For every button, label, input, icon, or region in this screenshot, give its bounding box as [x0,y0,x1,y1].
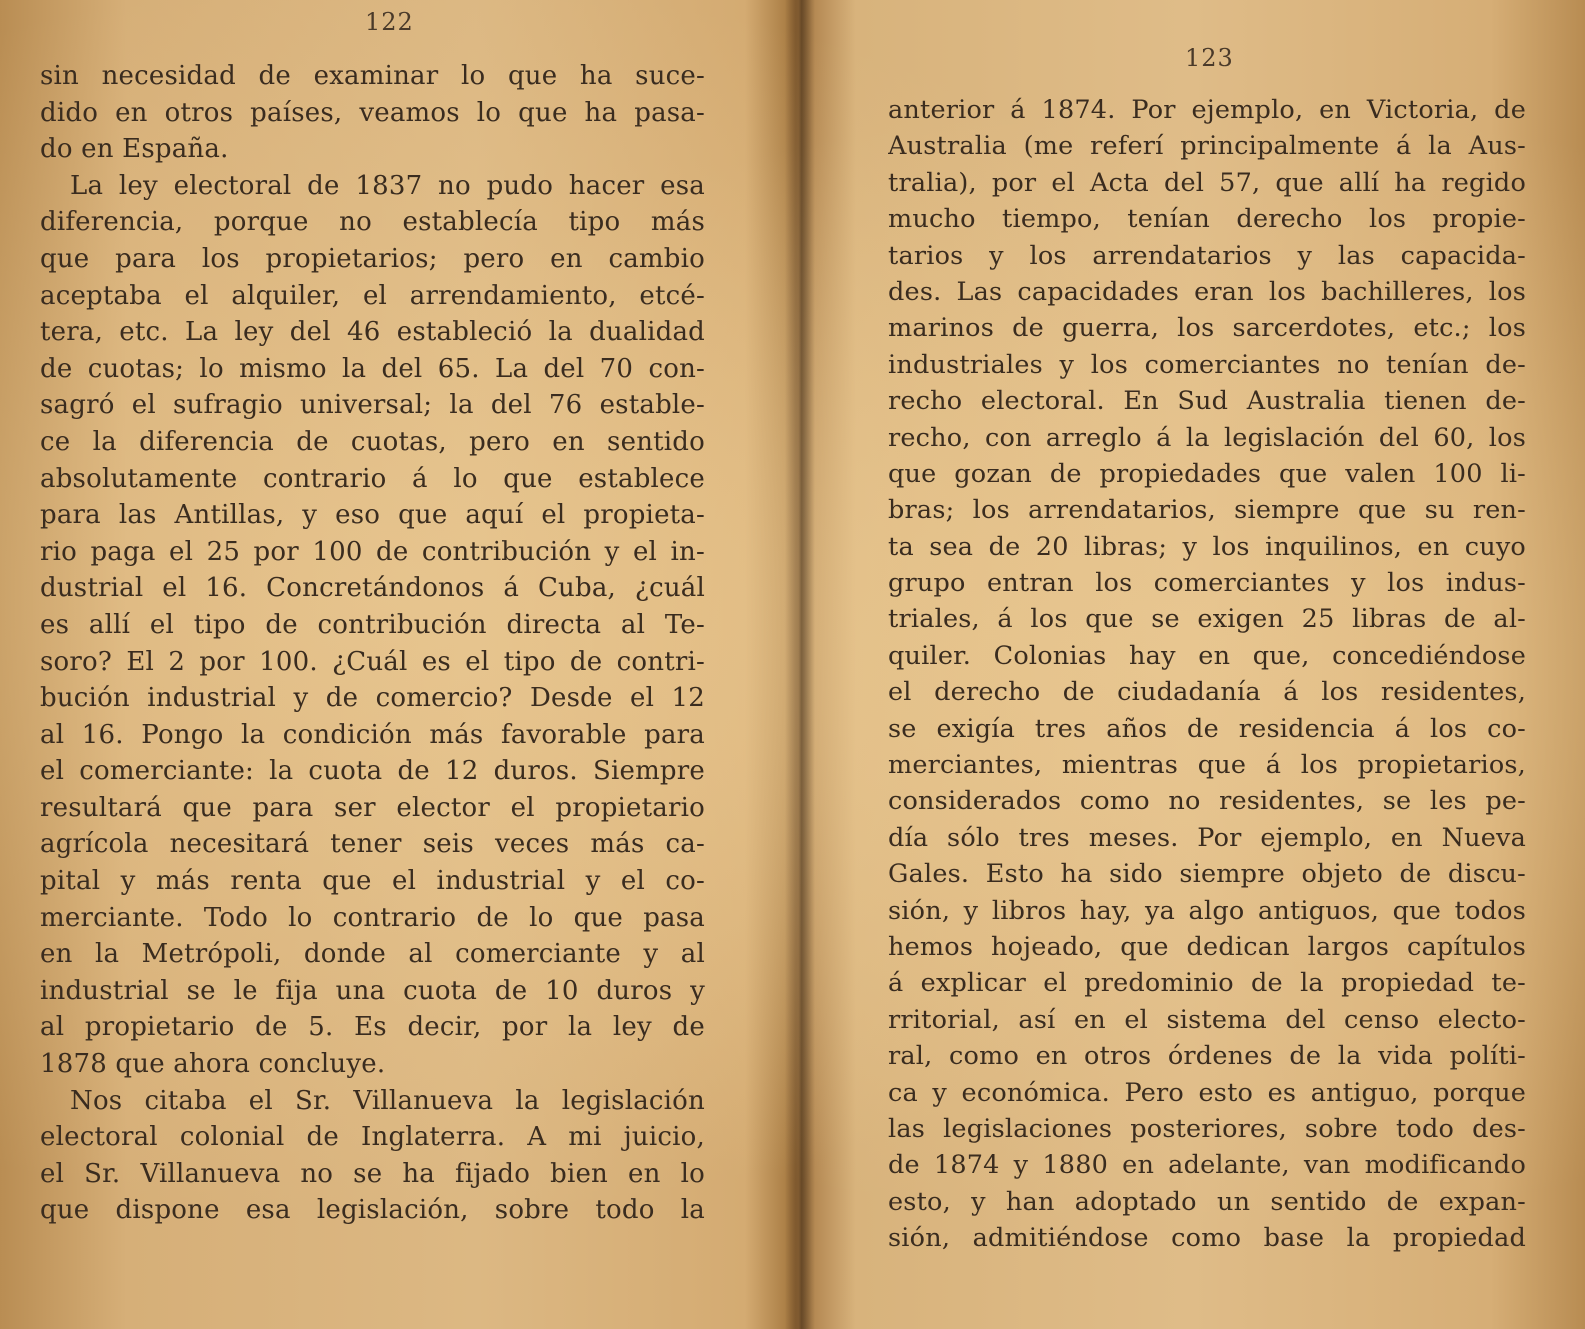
text-line: que gozan de propiedades que valen 100 li- [888,458,1526,489]
text-line: dido en otros países, veamos lo que ha pasa- [40,97,705,128]
text-line: industriales y los comerciantes no tenían de- [888,349,1526,380]
text-line: ca y económica. Pero esto es antiguo, porque [888,1077,1526,1108]
text-line: industrial se le fija una cuota de 10 duros y [40,975,705,1006]
text-line: se exigía tres años de residencia á los co- [888,713,1526,744]
book-gutter [785,0,815,1329]
text-line: considerados como no residentes, se les pe- [888,786,1526,817]
text-line: ce la diferencia de cuotas, pero en sentido [40,426,705,457]
page-number-right: 123 [1185,44,1234,72]
text-line: que dispone esa legislación, sobre todo la [40,1195,705,1226]
text-line: marinos de guerra, los sarcerdotes, etc.; los [888,313,1526,344]
text-line: de 1874 y 1880 en adelante, van modificando [888,1150,1526,1181]
text-line: esto, y han adoptado un sentido de expan- [888,1186,1526,1217]
left-page-text [40,58,705,1229]
text-line: es allí el tipo de contribución directa al Te- [40,609,705,640]
right-page-text [888,92,1526,1257]
text-line: al propietario de 5. Es decir, por la ley de [40,1012,705,1043]
text-line: hemos hojeado, que dedican largos capítulos [888,931,1526,962]
text-line: ta sea de 20 libras; y los inquilinos, en cuyo [888,531,1526,562]
text-line: Gales. Esto ha sido siempre objeto de discu- [888,859,1526,890]
text-line: rritorial, así en el sistema del censo electo- [888,1004,1526,1035]
text-line: recho electoral. En Sud Australia tienen de- [888,386,1526,417]
text-line: aceptaba el alquiler, el arrendamiento, etcé- [40,280,705,311]
text-line: el comerciante: la cuota de 12 duros. Siempre [40,756,705,787]
text-line: dustrial el 16. Concretándonos á Cuba, ¿cuál [40,573,705,604]
text-line: Nos citaba el Sr. Villanueva la legislación [70,1085,705,1116]
text-line: al 16. Pongo la condición más favorable para [40,719,705,750]
text-line: do en España. [40,134,229,165]
text-line: tarios y los arrendatarios y las capacida- [888,240,1526,271]
text-line: bras; los arrendatarios, siempre que su ren- [888,495,1526,526]
text-line: sión, admitiéndose como base la propiedad [888,1223,1526,1254]
page-number-left: 122 [365,8,414,36]
text-line: las legislaciones posteriores, sobre todo des- [888,1113,1526,1144]
text-line: triales, á los que se exigen 25 libras de al- [888,604,1526,635]
text-line: Australia (me referí principalmente á la Aus- [888,131,1526,162]
left-page [40,0,705,1329]
text-line: diferencia, porque no establecía tipo más [40,207,705,238]
text-line: recho, con arreglo á la legislación del 60, los [888,422,1526,453]
text-line: sagró el sufragio universal; la del 76 estable- [40,390,705,421]
right-page [888,0,1526,1329]
text-line: pital y más renta que el industrial y el co- [40,866,705,897]
text-line: el derecho de ciudadanía á los residentes, [888,677,1526,708]
text-line: La ley electoral de 1837 no pudo hacer esa [70,170,705,201]
text-line: absolutamente contrario á lo que establece [40,463,705,494]
text-line: electoral colonial de Inglaterra. A mi juicio, [40,1122,705,1153]
text-line: 1878 que ahora concluye. [40,1049,386,1080]
text-line: que para los propietarios; pero en cambio [40,243,705,274]
text-line: á explicar el predominio de la propiedad te- [888,968,1526,999]
text-line: merciantes, mientras que á los propietarios, [888,750,1526,781]
text-line: merciante. Todo lo contrario de lo que pasa [40,902,705,933]
text-line: quiler. Colonias hay en que, concediéndose [888,640,1526,671]
text-line: grupo entran los comerciantes y los indus- [888,568,1526,599]
text-line: sin necesidad de examinar lo que ha suce- [40,61,705,91]
text-line: rio paga el 25 por 100 de contribución y el in- [40,536,705,567]
text-line: de cuotas; lo mismo la del 65. La del 70 con- [40,353,705,384]
text-line: resultará que para ser elector el propietario [40,792,705,823]
text-line: tera, etc. La ley del 46 estableció la dualidad [40,317,705,348]
text-line: tralia), por el Acta del 57, que allí ha regido [888,167,1526,198]
text-line: sión, y libros hay, ya algo antiguos, que todos [888,895,1526,926]
text-line: mucho tiempo, tenían derecho los propie- [888,204,1526,235]
text-line: para las Antillas, y eso que aquí el propieta- [40,500,705,531]
text-line: el Sr. Villanueva no se ha fijado bien en lo [40,1158,705,1189]
text-line: soro? El 2 por 100. ¿Cuál es el tipo de contri- [40,646,705,677]
text-line: día sólo tres meses. Por ejemplo, en Nueva [888,822,1526,853]
text-line: anterior á 1874. Por ejemplo, en Victoria, de [888,95,1526,125]
text-line: bución industrial y de comercio? Desde el 12 [40,683,705,714]
text-line: ral, como en otros órdenes de la vida políti- [888,1041,1526,1072]
text-line: agrícola necesitará tener seis veces más ca- [40,829,705,860]
text-line: en la Metrópoli, donde al comerciante y al [40,939,705,970]
text-line: des. Las capacidades eran los bachilleres, los [888,276,1526,307]
